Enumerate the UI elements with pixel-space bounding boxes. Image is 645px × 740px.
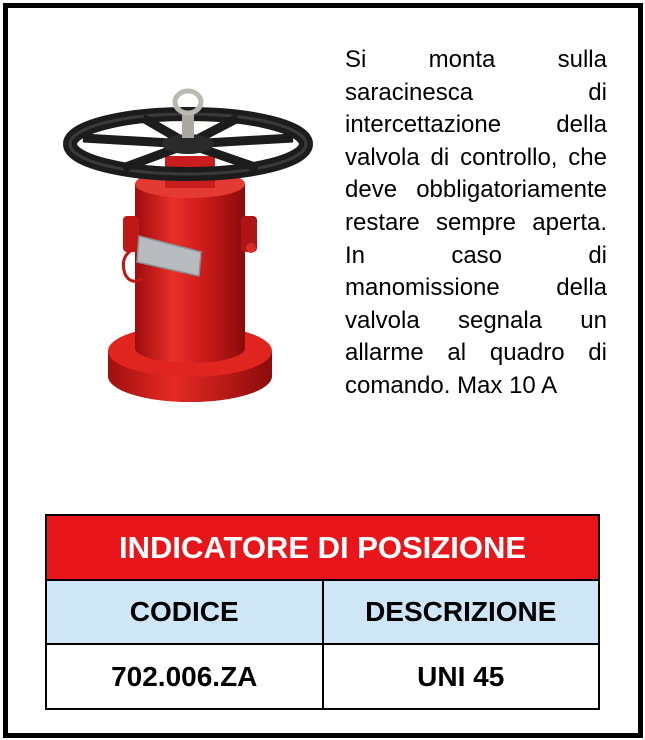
table-title: INDICATORE DI POSIZIONE bbox=[46, 515, 599, 580]
table-title-row bbox=[46, 515, 599, 580]
product-description: Si monta sulla saracinesca di intercettazione della valvola di controllo, che deve obbligatoriamente restare sempre aperta. In caso di manomissione della valvola segnala un allarme al quadro di comando. Max 10 A bbox=[345, 46, 607, 399]
product-spec-table bbox=[45, 514, 600, 710]
header-descrizione: DESCRIZIONE bbox=[323, 580, 600, 644]
table-header-row bbox=[46, 580, 599, 644]
header-codice: CODICE bbox=[46, 580, 323, 644]
table-row bbox=[46, 644, 599, 709]
cell-descrizione: UNI 45 bbox=[323, 644, 600, 709]
cell-codice: 702.006.ZA bbox=[46, 644, 323, 709]
valve-position-indicator-image bbox=[63, 86, 318, 406]
